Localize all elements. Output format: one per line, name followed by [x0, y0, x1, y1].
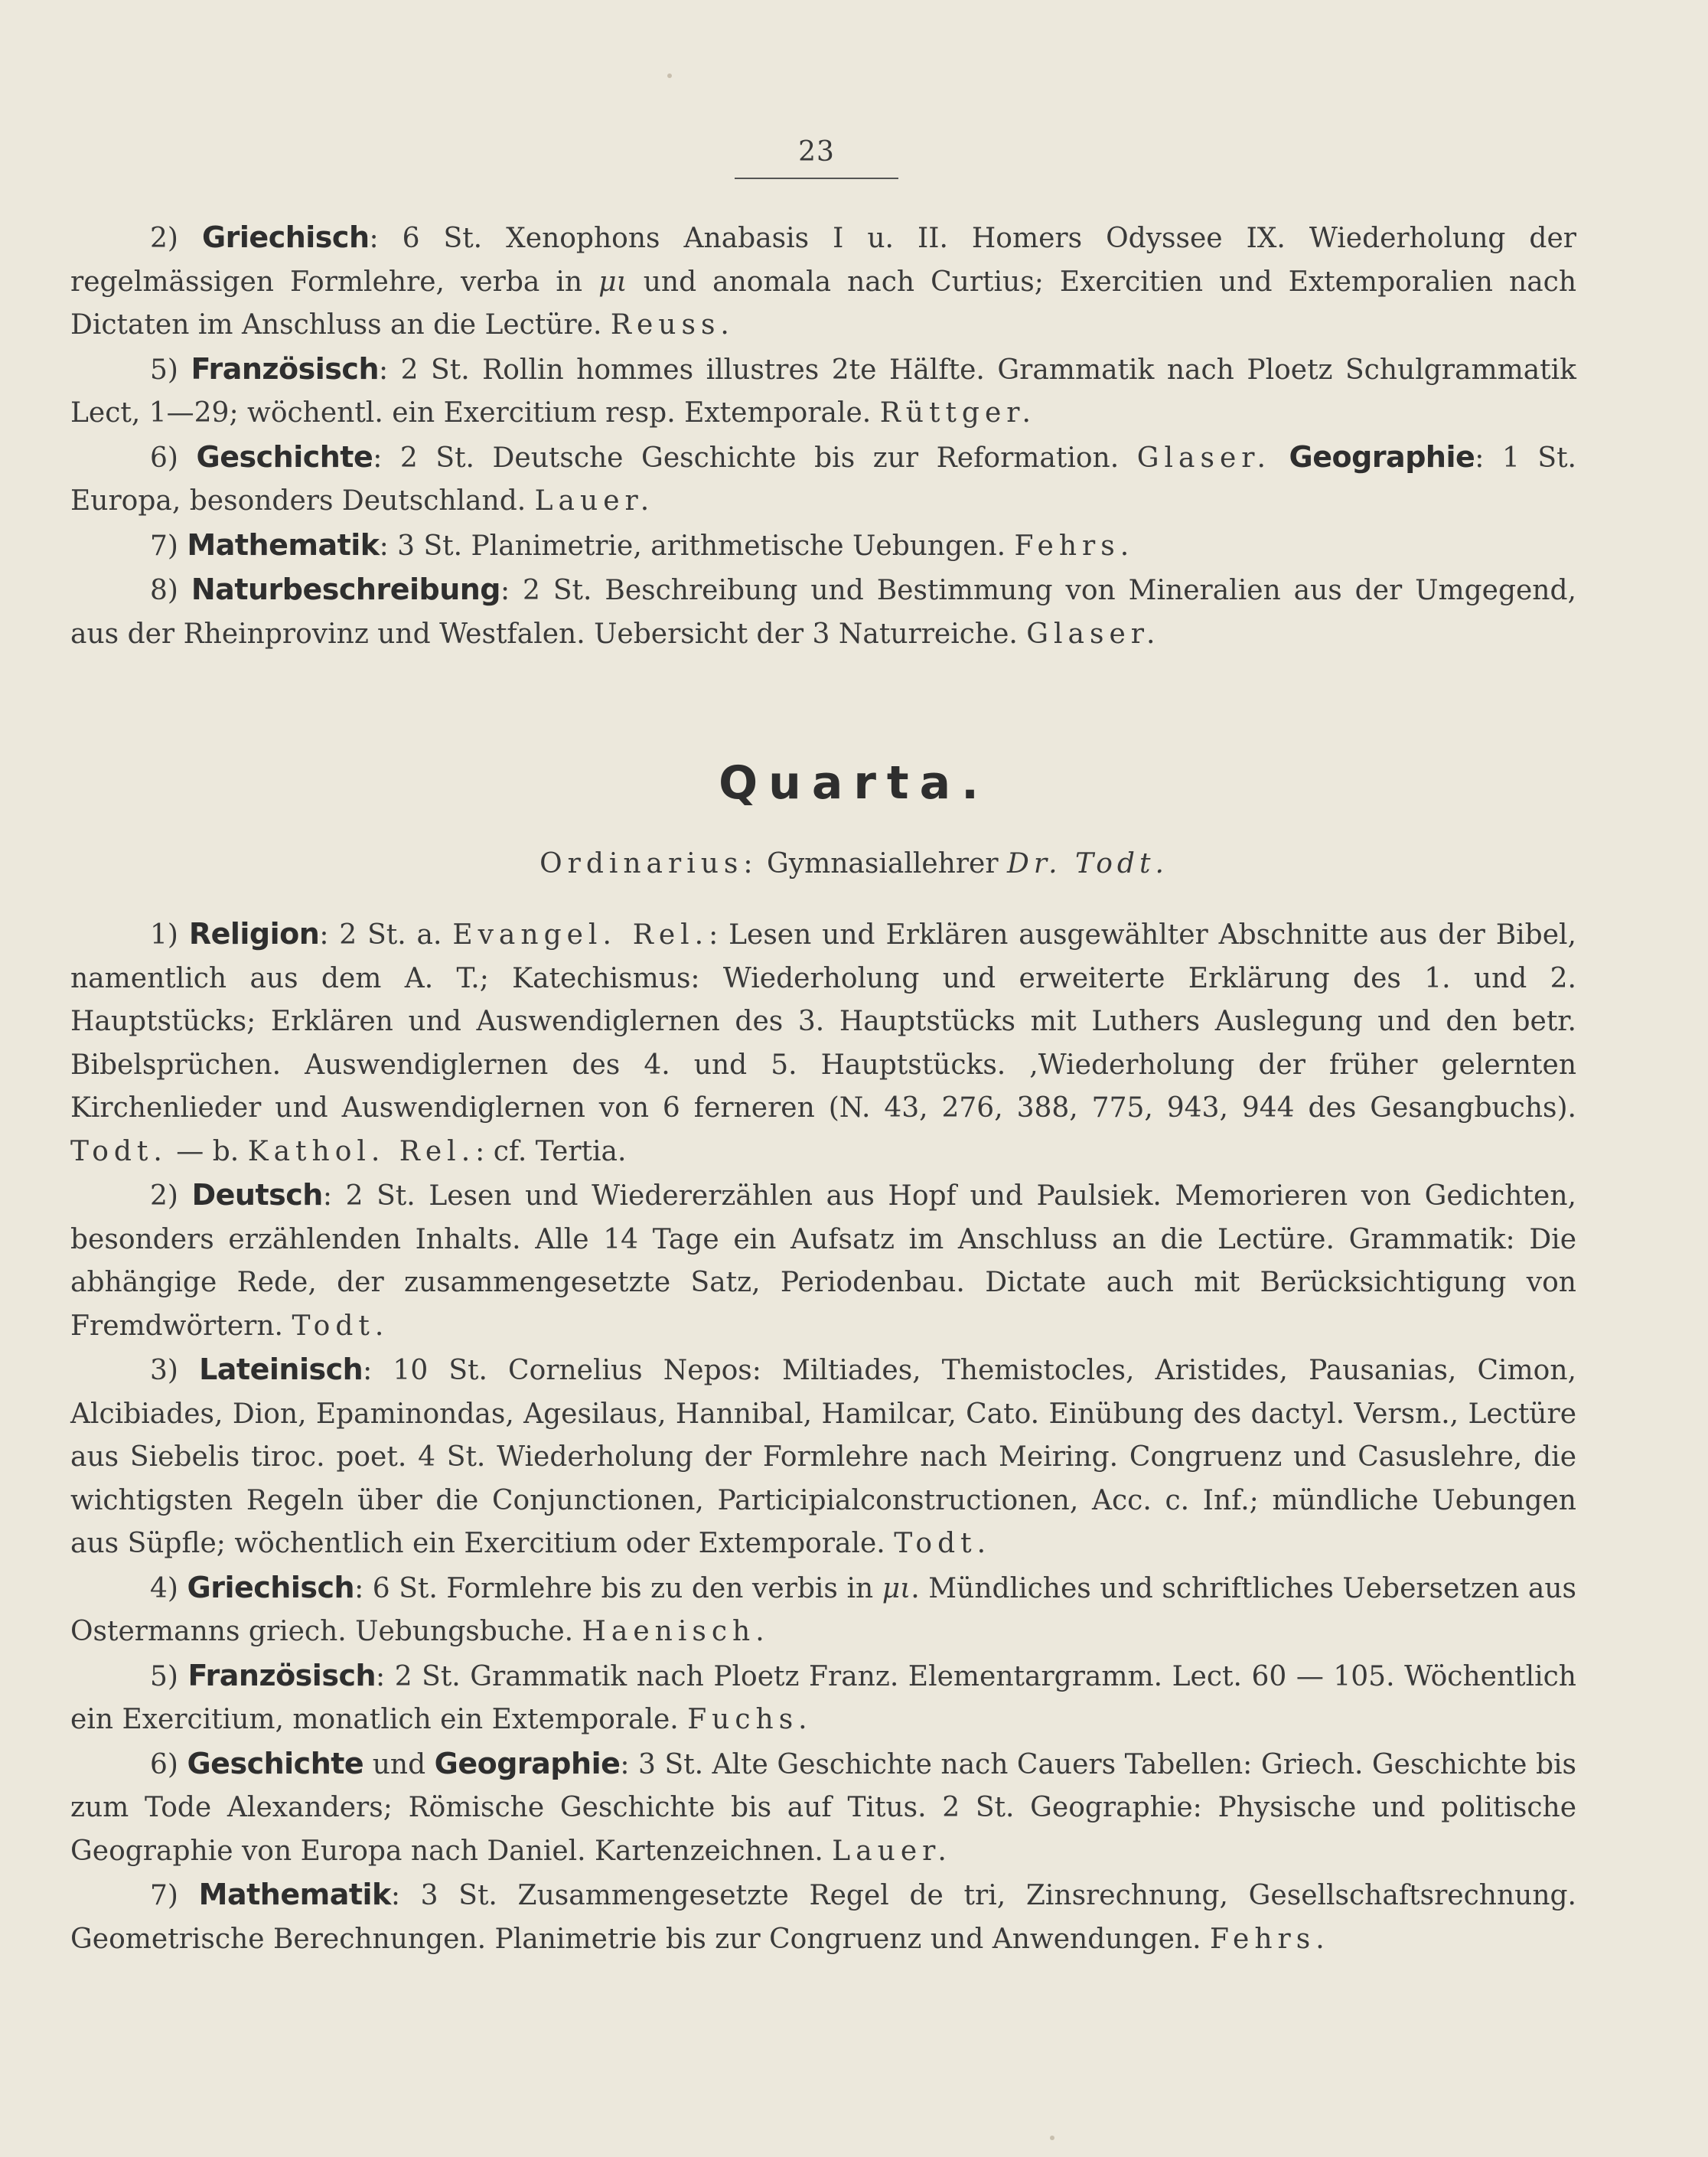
curriculum-entry: [70, 1173, 1576, 1348]
curriculum-entry: [70, 1566, 1576, 1654]
teacher-name: Fehrs.: [1210, 1923, 1330, 1955]
teacher-name: Glaser.: [1136, 442, 1271, 474]
ordinarius-label: Ordinarius:: [539, 848, 758, 879]
subject-name: Mathematik: [198, 1878, 391, 1911]
curriculum-entry: [70, 524, 1576, 569]
subject-name: Deutsch: [191, 1178, 323, 1212]
curriculum-entry: [70, 436, 1576, 524]
entry-text: : 2 St. Lesen und Wiedererzählen aus Hopf und Paulsiek. Memorieren von Gedichten, besonders erzählenden Inhalts. Alle 14 Tage ein Aufsatz im Anschluss an die Lectüre. Grammatik: Die abhängige Rede, der zusammengesetzte Satz, Periodenbau. Dictate auch mit Berücksichtigung von Fremdwörtern.: [70, 1180, 1576, 1342]
curriculum-entry: [70, 1348, 1576, 1566]
teacher-name: Todt.: [894, 1528, 992, 1559]
subject-name: Geschichte: [196, 439, 373, 474]
entry-text: und anomala nach Curtius; Exercitien und Extemporalien nach Dictaten im Anschluss an die Lectüre.: [70, 266, 1576, 341]
entry-number: 1): [150, 919, 178, 951]
ordinarius-line: [0, 848, 1708, 879]
ordinarius-name: Dr. Todt.: [1007, 848, 1169, 879]
subject-name: Geographie: [1289, 439, 1475, 474]
entry-text: . Mündliches und schriftliches Uebersetzen aus Ostermanns griech. Uebungsbuche.: [70, 1572, 1576, 1647]
page-number: 23: [798, 136, 835, 168]
teacher-name: Fehrs.: [1014, 530, 1135, 562]
teacher-name: Fuchs.: [687, 1704, 813, 1735]
teacher-name: Kathol. Rel.: [247, 1135, 476, 1167]
entry-number: 7): [150, 1880, 178, 1911]
curriculum-entry: [70, 216, 1576, 348]
subject-name: Lateinisch: [199, 1353, 363, 1386]
subject-name: Geographie: [434, 1746, 621, 1780]
tertia-curriculum-continued: [70, 216, 1576, 656]
subject-name: Naturbeschreibung: [191, 573, 500, 606]
curriculum-entry: [70, 1873, 1576, 1961]
entry-text: : 2 St. Grammatik nach Ploetz Franz. Elementargramm. Lect. 60 — 105. Wöchentlich ein Exercitium, monatlich ein Extemporale.: [70, 1660, 1576, 1735]
curriculum-entry: [70, 568, 1576, 656]
entry-text: — b.: [167, 1135, 248, 1167]
entry-text: und: [363, 1748, 435, 1780]
entry-number: 3): [150, 1355, 178, 1386]
entry-number: 4): [150, 1572, 178, 1604]
curriculum-entry: [70, 912, 1576, 1173]
greek-text: μι: [882, 1572, 911, 1604]
subject-name: Mathematik: [187, 527, 380, 562]
teacher-name: Todt.: [70, 1135, 168, 1167]
subject-name: Französisch: [187, 1658, 376, 1692]
entry-number: 6): [150, 1748, 178, 1780]
entry-number: 8): [150, 575, 178, 606]
teacher-name: Rüttger.: [879, 397, 1036, 429]
entry-text: : 2 St. Beschreibung und Bestimmung von Mineralien aus der Umgegend, aus der Rheinprovinz und Westfalen. Uebersicht der 3 Naturreiche.: [70, 575, 1576, 650]
subject-name: Französisch: [191, 351, 379, 386]
entry-text: : Lesen und Erklären ausgewählter Abschnitte aus der Bibel, namentlich aus dem A. T.; Katechismus: Wiederholung und erweiterte Erklärung des 1. und 2. Hauptstücks; Erklären und Auswendiglernen des 3. Hauptstücks mit Luthers Auslegung und den betr. Bibelsprüchen. Auswendiglernen des 4. und 5. Hauptstücks. ,Wiederholung der früher gelernten Kirchenlieder und Auswendiglernen von 6 ferneren (N. 43, 276, 388, 775, 943, 944 des Gesangbuchs).: [70, 919, 1576, 1124]
teacher-name: Haenisch.: [582, 1616, 770, 1647]
section-title-quarta: Quarta.: [719, 756, 989, 810]
teacher-name: Evangel. Rel.: [452, 919, 709, 951]
entry-text: : 1 St. Europa, besonders Deutschland.: [70, 442, 1577, 517]
greek-text: μι: [598, 266, 627, 298]
entry-text: : 3 St. Alte Geschichte nach Cauers Tabellen: Griech. Geschichte bis zum Tode Alexanders; Römische Geschichte bis auf Titus. 2 St. Geographie: Physische und politische Geographie von Europa nach Daniel. Kartenzeichnen.: [70, 1748, 1576, 1867]
teacher-name: Todt.: [292, 1310, 390, 1342]
paper-speck: [667, 73, 672, 78]
curriculum-entry: [70, 348, 1576, 436]
curriculum-entry: [70, 1742, 1576, 1874]
entry-number: 2): [150, 223, 178, 254]
entry-text: : 10 St. Cornelius Nepos: Miltiades, Themistocles, Aristides, Pausanias, Cimon, Alcibiades, Dion, Epaminondas, Agesilaus, Hannibal, Hamilcar, Cato. Einübung des dactyl. Versm., Lectüre aus Siebelis tiroc. poet. 4 St. Wiederholung der Formlehre nach Meiring. Congruenz und Casuslehre, die wichtigsten Regeln über die Conjunctionen, Participialconstructionen, Acc. c. Inf.; mündliche Uebungen aus Süpfle; wöchentlich ein Exercitium oder Extemporale.: [70, 1355, 1576, 1559]
entry-text: : 2 St. Rollin hommes illustres 2te Hälfte. Grammatik nach Ploetz Schulgrammatik Lect, 1—29; wöchentl. ein Exercitium resp. Extemporale.: [70, 354, 1576, 429]
entry-number: 6): [150, 442, 178, 474]
entry-text: : 3 St. Planimetrie, arithmetische Uebungen.: [379, 530, 1015, 562]
entry-number: 7): [150, 530, 178, 562]
page-number-rule: [735, 178, 898, 179]
curriculum-entry: [70, 1654, 1576, 1742]
entry-text: : 6 St. Xenophons Anabasis I u. II. Homers Odyssee IX. Wiederholung der regelmässigen Formlehre, verba in: [70, 223, 1576, 298]
teacher-name: Reuss.: [610, 309, 735, 341]
subject-name: Griechisch: [201, 220, 370, 254]
entry-text: : 2 St. Deutsche Geschichte bis zur Reformation.: [373, 442, 1137, 474]
entry-number: 2): [150, 1180, 178, 1212]
ordinarius-role: Gymnasiallehrer: [767, 848, 999, 879]
subject-name: Griechisch: [187, 1570, 355, 1604]
subject-name: Religion: [188, 917, 320, 951]
quarta-curriculum: [70, 912, 1576, 1961]
entry-text: : 2 St. a.: [319, 919, 453, 951]
teacher-name: Lauer.: [832, 1835, 952, 1867]
entry-text: : cf. Tertia.: [475, 1135, 627, 1167]
entry-number: 5): [150, 1660, 178, 1692]
entry-number: 5): [150, 354, 178, 386]
teacher-name: Glaser.: [1026, 618, 1161, 650]
entry-text: : 3 St. Zusammengesetzte Regel de tri, Zinsrechnung, Gesellschaftsrechnung. Geometrische Berechnungen. Planimetrie bis zur Congruenz und Anwendungen.: [70, 1880, 1577, 1955]
entry-text: [1271, 442, 1289, 474]
teacher-name: Lauer.: [534, 485, 655, 517]
subject-name: Geschichte: [187, 1746, 364, 1780]
entry-text: : 6 St. Formlehre bis zu den verbis in: [354, 1572, 882, 1604]
paper-speck: [1050, 2136, 1054, 2140]
